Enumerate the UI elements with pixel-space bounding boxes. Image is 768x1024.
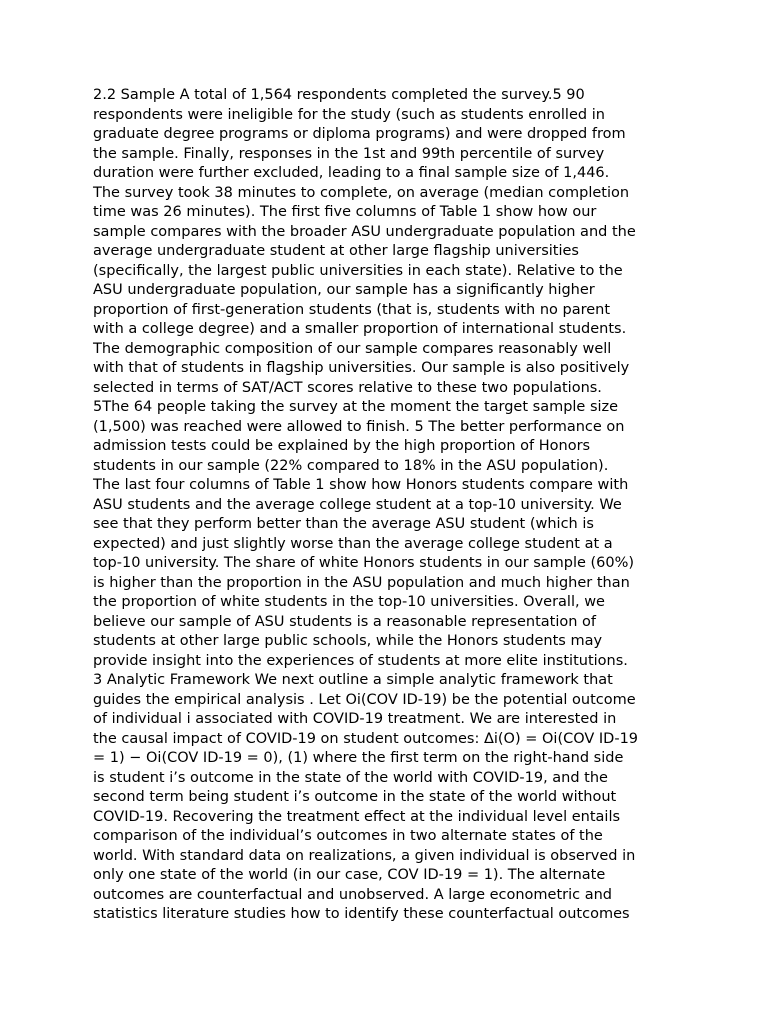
- text-line: proportion of first-generation students (that is, students with no parent: [93, 301, 611, 318]
- text-line: selected in terms of SAT/ACT scores relative to these two populations.: [93, 379, 602, 396]
- text-line: COVID-19. Recovering the treatment effect at the individual level entails: [93, 808, 621, 825]
- text-line: (1,500) was reached were allowed to finish. 5 The better performance on: [93, 418, 625, 435]
- text-line: = 1) − Oi(COV ID-19 = 0), (1) where the first term on the right-hand side: [93, 750, 624, 766]
- text-line: The last four columns of Table 1 show how Honors students compare with: [93, 477, 629, 493]
- text-line: the causal impact of COVID-19 on student outcomes: Δi(O) = Oi(COV ID-19: [93, 730, 639, 747]
- text-line: (specifically, the largest public universities in each state). Relative to the: [93, 262, 623, 279]
- text-line: 5The 64 people taking the survey at the moment the target sample size: [93, 399, 619, 415]
- text-line: students in our sample (22% compared to 18% in the ASU population).: [93, 457, 609, 474]
- text-line: the sample. Finally, responses in the 1st and 99th percentile of survey: [93, 145, 605, 162]
- text-line: is higher than the proportion in the ASU population and much higher than: [93, 574, 630, 591]
- text-line: see that they perform better than the average ASU student (which is: [93, 516, 594, 532]
- text-line: is student i’s outcome in the state of the world with COVID-19, and the: [93, 769, 608, 786]
- text-line: time was 26 minutes). The first five columns of Table 1 show how our: [93, 204, 597, 220]
- text-line: duration were further excluded, leading to a final sample size of 1,446.: [93, 165, 610, 181]
- text-line: believe our sample of ASU students is a reasonable representation of: [93, 613, 597, 630]
- text-line: statistics literature studies how to identify these counterfactual outcomes: [93, 906, 630, 922]
- text-line: students at other large public schools, while the Honors students may: [93, 633, 603, 649]
- text-line: average undergraduate student at other large flagship universities: [93, 243, 579, 259]
- text-line: sample compares with the broader ASU undergraduate population and the: [93, 223, 636, 240]
- text-line: top-10 university. The share of white Honors students in our sample (60%): [93, 555, 635, 571]
- text-line: second term being student i’s outcome in the state of the world without: [93, 789, 617, 805]
- text-line: the proportion of white students in the top-10 universities. Overall, we: [93, 594, 605, 610]
- text-line: only one state of the world (in our case, COV ID-19 = 1). The alternate: [93, 867, 606, 883]
- text-line: The demographic composition of our sample compares reasonably well: [93, 340, 612, 357]
- text-line: ASU undergraduate population, our sample has a significantly higher: [93, 282, 595, 298]
- text-line: with that of students in flagship universities. Our sample is also positively: [93, 360, 630, 376]
- text-line: provide insight into the experiences of students at more elite institutions.: [93, 652, 628, 669]
- document-page: [93, 86, 683, 925]
- text-line: admission tests could be explained by the high proportion of Honors: [93, 438, 591, 454]
- text-line: of individual i associated with COVID-19 treatment. We are interested in: [93, 711, 617, 727]
- text-line: outcomes are counterfactual and unobserved. A large econometric and: [93, 886, 613, 903]
- text-line: comparison of the individual’s outcomes in two alternate states of the: [93, 828, 603, 844]
- text-line: graduate degree programs or diploma programs) and were dropped from: [93, 126, 626, 142]
- text-line: world. With standard data on realizations, a given individual is observed in: [93, 847, 636, 864]
- text-line: The survey took 38 minutes to complete, on average (median completion: [93, 184, 630, 201]
- text-line: expected) and just slightly worse than the average college student at a: [93, 535, 613, 552]
- text-line: 2.2 Sample A total of 1,564 respondents completed the survey.5 90: [93, 87, 585, 103]
- text-line: guides the empirical analysis . Let Oi(COV ID-19) be the potential outcome: [93, 691, 636, 708]
- text-line: ASU students and the average college student at a top-10 university. We: [93, 496, 622, 513]
- text-line: 3 Analytic Framework We next outline a simple analytic framework that: [93, 672, 613, 688]
- text-line: with a college degree) and a smaller proportion of international students.: [93, 321, 627, 337]
- text-line: respondents were ineligible for the study (such as students enrolled in: [93, 106, 605, 123]
